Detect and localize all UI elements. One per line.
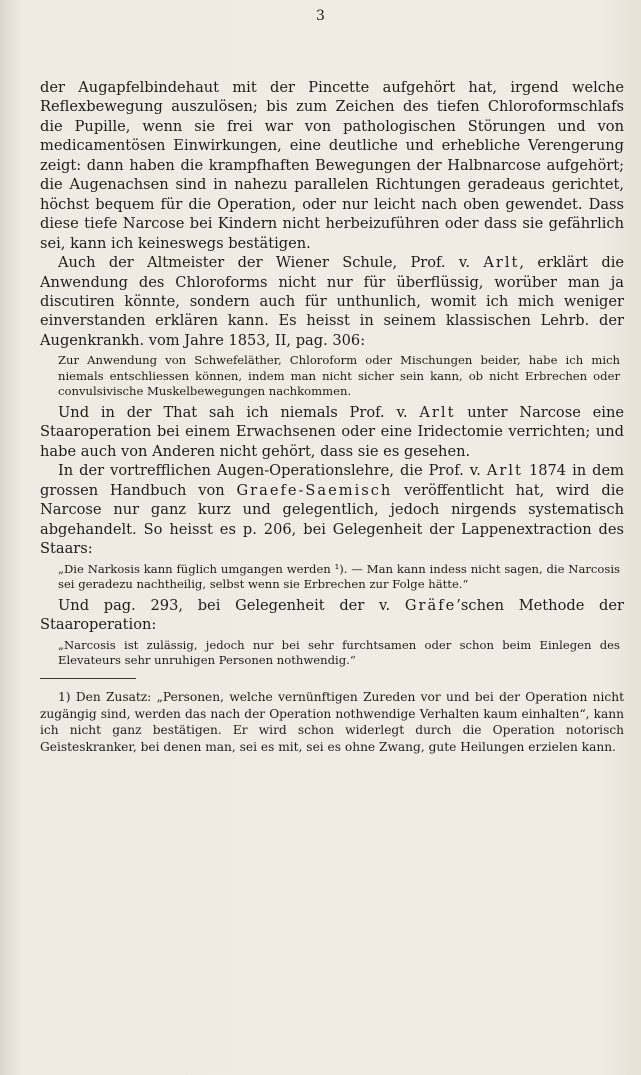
paragraph-4-text-a: In der vortrefflichen Augen-Operationslehre, die Prof. v. xyxy=(58,462,487,480)
paragraph-4-text-c: veröffentlicht hat, wird die Narcose nur ganz kurz und gelegentlich, jedoch nirgends systematisch abgehandelt. So heisst es p. 206, bei Gelegenheit der Lappenextraction des Staars: xyxy=(40,481,624,558)
page-number: 3 xyxy=(316,8,325,24)
paragraph-2-text-b: , erklärt die Anwendung des Chloroforms nicht nur für überflüssig, worüber man ja discutiren könnte, sondern auch für unthunlich, womit ich mich weniger einverstanden erklären kann. Es heisst in seinem klassischen Lehrb. der Augenkrankh. vom Jahre 1853, II, pag. 306: xyxy=(40,254,625,349)
paragraph-3-text-b: unter Narcose eine Staaroperation bei einem Erwachsenen oder eine Iridectomie verrichten; und habe auch von Anderen nicht gehört, dass sie es gesehen. xyxy=(40,403,624,460)
quote-narkosis-p206: „Die Narkosis kann füglich umgangen werden ¹). — Man kann indess nicht sagen, die Narcosis sei geradezu nachtheilig, selbst wenn sie Erbrechen zur Folge hätte.“ xyxy=(58,561,620,591)
quote-narcosis-p293: „Narcosis ist zulässig, jedoch nur bei sehr furchtsamen oder schon beim Einlegen des Elevateurs sehr unruhigen Personen nothwendig.“ xyxy=(58,637,620,668)
paragraph-5-text-a: Und pag. 293, bei Gelegenheit der v. xyxy=(58,596,405,614)
paragraph-5-text-b: ’schen Methode der Staaroperation: xyxy=(40,596,625,634)
author-name-arlt: Arlt xyxy=(419,403,456,421)
paragraph-2 xyxy=(40,253,624,350)
author-name-arlt: Arlt xyxy=(486,462,523,480)
author-name-graefe: Gräfe xyxy=(404,596,457,614)
paragraph-1: der Augapfelbindehaut mit der Pincette aufgehört hat, irgend welche Reflexbewegung auszulösen; bis zum Zeichen des tiefen Chloroformschlafs die Pupille, wenn sie frei war von pathologischen Störungen und von medicamentösen Einwirkungen, eine deutliche und erhebliche Verengerung zeigt: dann haben die krampfhaften Bewegungen der Halbnarcose aufgehört; die Augenachsen sind in nahezu parallelen Richtungen geradeaus gerichtet, höchst bequem für die Operation, oder nur leicht nach oben gewendet. Dass diese tiefe Narcose bei Kindern nicht herbeizuführen oder dass sie gefährlich sei, kann ich keineswegs bestätigen. xyxy=(40,79,624,252)
paragraph-2-text-a: Auch der Altmeister der Wiener Schule, Prof. v. xyxy=(58,254,484,272)
body-text xyxy=(40,78,624,756)
author-name-graefe-saemisch: Graefe-Saemisch xyxy=(236,481,393,499)
paragraph-3-text-a: Und in der That sah ich niemals Prof. v. xyxy=(58,403,420,421)
paragraph-3 xyxy=(40,403,624,461)
paragraph-4-text-b: 1874 in dem grossen Handbuch von xyxy=(40,462,624,499)
paragraph-4 xyxy=(40,461,624,558)
footnote-1: 1) Den Zusatz: „Personen, welche vernünftigen Zureden vor und bei der Operation nicht zugängig sind, werden das nach der Operation nothwendige Verhalten kaum einhalten“, kann ich nicht ganz bestätigen. Er wird schon widerlegt durch die Operation notorisch Geisteskranker, bei denen man, sei es mit, sei es ohne Zwang, gute Heilungen erzielen kann. xyxy=(40,690,624,755)
footnote-rule xyxy=(40,678,136,679)
quote-arlt-1853: Zur Anwendung von Schwefeläther, Chloroform oder Mischungen beider, habe ich mich niemals entschliessen können, indem man nicht sicher sein kann, ob nicht Erbrechen oder convulsivische Muskelbewegungen nachkommen. xyxy=(58,353,620,398)
paragraph-5 xyxy=(40,596,624,635)
author-name-arlt: Arlt xyxy=(483,254,520,272)
